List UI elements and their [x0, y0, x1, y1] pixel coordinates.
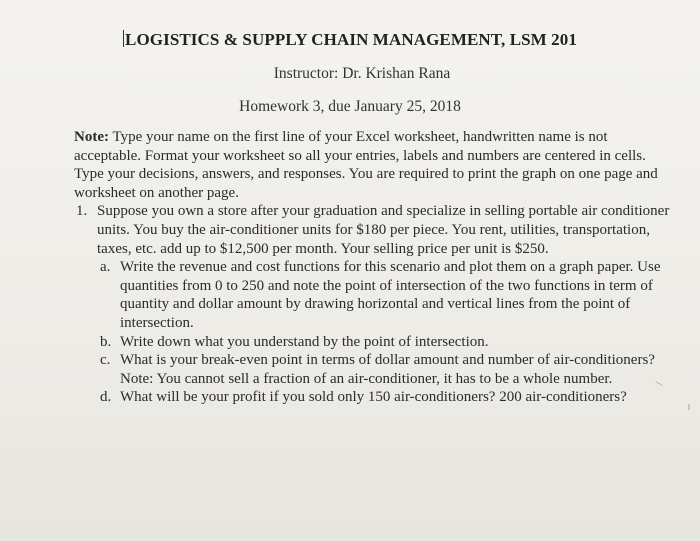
note-label: Note:: [74, 129, 109, 145]
part-letter: a.: [100, 259, 111, 276]
part-letter: c.: [100, 352, 111, 369]
cursor-mark: [123, 30, 124, 47]
assignment-body: [74, 128, 670, 407]
part-letter: d.: [100, 389, 112, 406]
part-letter: b.: [100, 333, 112, 350]
instructor-line: Instructor: Dr. Krishan Rana: [273, 65, 451, 82]
part-text: What will be your profit if you sold only 150 air-conditioners? 200 air-conditioners?: [120, 389, 627, 406]
question-1-part-b: [74, 333, 670, 352]
question-1: [74, 202, 670, 258]
margin-mark: [688, 404, 690, 410]
question-1-part-a: [74, 258, 670, 332]
question-1-parts: [74, 258, 670, 407]
part-text: What is your break-even point in terms of dollar amount and number of air-conditioners? Note: You cannot sell a fraction of an air-conditioner, it has to be a whole number.: [120, 352, 655, 387]
note-paragraph: [74, 128, 670, 202]
question-1-number: 1.: [76, 203, 88, 220]
question-1-part-c: [74, 351, 670, 388]
part-text: Write the revenue and cost functions for this scenario and plot them on a graph paper. Use quantities from 0 to 250 and note the point of intersection of the two functions in term of quantity and dollar amount by drawing horizontal and vertical lines from the point of intersection.: [120, 259, 661, 331]
question-1-part-d: [74, 388, 670, 407]
question-1-text: Suppose you own a store after your graduation and specialize in selling portable air conditioner units. You buy the air-conditioner units for $180 per piece. You rent, utilities, transportation, taxes, etc. add up to $12,500 per month. Your selling price per unit is $250.: [97, 203, 670, 257]
course-title: [0, 30, 700, 50]
homework-line: Homework 3, due January 25, 2018: [239, 98, 461, 115]
note-text: Type your name on the first line of your Excel worksheet, handwritten name is not acceptable. Format your worksheet so all your entries, labels and numbers are centered in cells. Type your decisions, answers, and responses. You are required to print the graph on one page and worksheet on another page.: [74, 129, 658, 201]
course-title-text: LOGISTICS & SUPPLY CHAIN MANAGEMENT, LSM 201: [125, 30, 577, 49]
part-text: Write down what you understand by the point of intersection.: [120, 333, 489, 350]
